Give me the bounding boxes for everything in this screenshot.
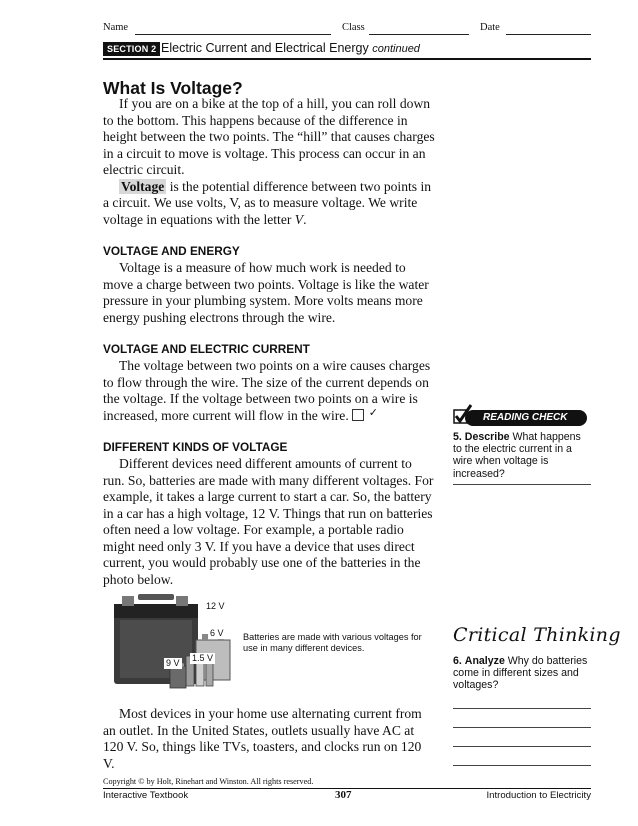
reading-check-label: READING CHECK <box>465 410 587 426</box>
voltage-letter: V <box>294 211 304 227</box>
voltage-current-text: The voltage between two points on a wire causes charges to flow through the wire. The size of the current depends on the voltage. If the voltage between two points on a wire is increased, more current will flow in the wire. <box>103 358 431 423</box>
class-label: Class <box>342 22 365 33</box>
voltage-end: . <box>303 211 307 227</box>
question-6 <box>453 655 591 692</box>
outlet-block <box>103 706 435 772</box>
photo-caption: Batteries are made with various voltages for use in many different devices. <box>243 632 422 653</box>
q5-verb: Describe <box>464 431 510 443</box>
voltage-energy-block <box>103 260 435 326</box>
date-label: Date <box>480 22 500 33</box>
voltage-term: Voltage <box>121 178 165 194</box>
q5-answer-line[interactable] <box>453 484 591 485</box>
q6-answer-line-1[interactable] <box>453 708 591 709</box>
page-title: What Is Voltage? <box>103 78 243 98</box>
critical-thinking-title: Critical Thinking <box>453 624 621 646</box>
voltage-definition: is the potential difference between two points in a circuit. We use volts, V, as to measure voltage. We write voltage in equations with the letter <box>103 178 432 227</box>
worksheet-header <box>103 22 591 36</box>
q6-text: Why do batteries come in different sizes and voltages? <box>453 655 588 692</box>
voltage-current-paragraph <box>103 358 435 424</box>
question-5 <box>453 431 591 480</box>
page-number: 307 <box>335 789 352 801</box>
section-tag: SECTION 2 <box>103 42 160 56</box>
kinds-heading: DIFFERENT KINDS OF VOLTAGE <box>103 440 288 454</box>
kinds-block <box>103 456 435 588</box>
section-title-text: Electric Current and Electrical Energy <box>161 41 369 55</box>
intro-block <box>103 96 435 228</box>
name-label: Name <box>103 22 129 33</box>
copyright: Copyright © by Holt, Rinehart and Winston. All rights reserved. <box>103 777 314 786</box>
section-continued: continued <box>372 43 420 55</box>
reading-check-badge <box>453 404 591 428</box>
intro-paragraph: If you are on a bike at the top of a hill, you can roll down to the bottom. This happens because of the difference in height between the two points. The “hill” that causes charges in a circuit to move is voltage. This process can occur in an electric circuit. <box>103 96 435 177</box>
footer-right: Introduction to Electricity <box>486 790 591 801</box>
class-line <box>369 34 469 35</box>
voltage-energy-paragraph: Voltage is a measure of how much work is needed to move a charge between two points. Voltage is like the water pressure in your plumbing system. More volts means more energy pushing electrons through the wire. <box>103 260 429 325</box>
reading-check-icon <box>352 409 364 421</box>
voltage-current-heading: VOLTAGE AND ELECTRIC CURRENT <box>103 342 310 356</box>
label-9v: 9 V <box>166 658 180 668</box>
outlet-paragraph: Most devices in your home use alternating current from an outlet. In the United States, outlets usually have AC at 120 V. So, things like TVs, toasters, and clocks run on 120 V. <box>103 706 422 771</box>
date-line <box>506 34 591 35</box>
q6-verb: Analyze <box>464 655 505 667</box>
q6-number: 6. <box>453 655 462 667</box>
voltage-definition-paragraph <box>103 179 435 229</box>
section-bar <box>103 40 591 60</box>
q6-answer-line-2[interactable] <box>453 727 591 728</box>
q6-answer-line-4[interactable] <box>453 765 591 766</box>
footer-left: Interactive Textbook <box>103 790 189 801</box>
q5-text: What happens to the electric current in a wire when voltage is increased? <box>453 431 581 480</box>
batteries-photo <box>112 590 240 694</box>
label-12v: 12 V <box>206 601 225 611</box>
voltage-energy-heading: VOLTAGE AND ENERGY <box>103 244 240 258</box>
q5-number: 5. <box>453 431 462 443</box>
footer <box>103 790 591 804</box>
q6-answer-line-3[interactable] <box>453 746 591 747</box>
kinds-paragraph: Different devices need different amounts of current to run. So, batteries are made with many different voltages. For example, it takes a large current to start a car. So, the battery in a car has a high voltage, 12 V. Things that run on batteries often need a low voltage. For example, a portable radio might need only 3 V. If you have a device that uses direct current, you would probably use one of the batteries in the photo below. <box>103 456 434 587</box>
label-1-5v: 1.5 V <box>192 653 214 663</box>
section-title <box>161 41 420 55</box>
name-line <box>135 34 331 35</box>
voltage-current-block <box>103 358 435 424</box>
label-6v: 6 V <box>210 628 224 638</box>
